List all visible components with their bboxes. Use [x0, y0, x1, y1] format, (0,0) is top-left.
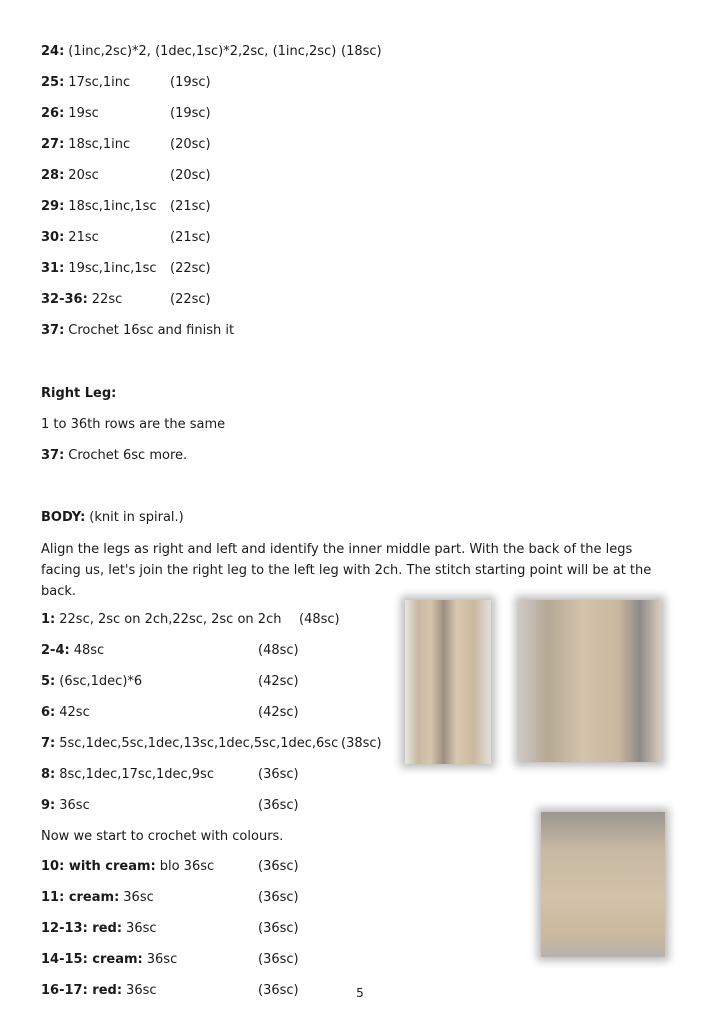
instruction: 1 to 36th rows are the same	[41, 417, 226, 432]
row-stitches: 17sc,1inc	[68, 75, 131, 90]
row-number: 30:	[41, 230, 65, 245]
row-stitches: blo 36sc	[159, 859, 215, 874]
row-number: 7:	[41, 736, 56, 751]
stitch-count: (48sc)	[258, 643, 299, 658]
row-stitches: 19sc,1inc,1sc	[68, 261, 157, 276]
row-number: 5:	[41, 674, 56, 689]
row-stitches: 36sc	[146, 952, 178, 967]
row-number: 25:	[41, 75, 65, 90]
stitch-count: (36sc)	[258, 798, 299, 813]
section-title: BODY:	[41, 510, 86, 525]
row-instruction	[41, 919, 258, 950]
row-number: 29:	[41, 199, 65, 214]
row-stitches: 36sc	[126, 921, 157, 936]
row-number: 12-13: red:	[41, 921, 123, 936]
stitch-count: (48sc)	[299, 612, 340, 627]
stitch-count: (22sc)	[170, 292, 211, 307]
stitch-count: (42sc)	[258, 705, 299, 720]
left-leg-rows	[41, 42, 382, 352]
row-instruction	[41, 672, 258, 703]
stitch-count: (36sc)	[258, 859, 299, 874]
stitch-count: (19sc)	[170, 106, 211, 121]
row-number: 37:	[41, 448, 65, 463]
row-stitches: 21sc	[68, 230, 99, 245]
stitch-count: (20sc)	[170, 137, 211, 152]
right-leg-section	[41, 384, 225, 477]
row-instruction	[41, 641, 258, 672]
pattern-row	[41, 135, 382, 166]
row-number: 10: with cream:	[41, 859, 156, 874]
page-number: 5	[356, 986, 364, 1000]
stitch-count: (36sc)	[258, 921, 299, 936]
row-stitches: 19sc	[68, 106, 99, 121]
photo-legs-with-hooks	[405, 600, 491, 764]
stitch-count: (19sc)	[170, 75, 211, 90]
row-number: 8:	[41, 767, 56, 782]
row-stitches: 5sc,1dec,5sc,1dec,13sc,1dec,5sc,1dec,6sc	[59, 736, 339, 751]
photo-joining-legs	[519, 600, 661, 762]
row-number: 16-17: red:	[41, 983, 123, 998]
row-instruction	[41, 166, 170, 197]
intro-paragraph: Align the legs as right and left and identify the inner middle part. With the back of the legs facing us, let's join the right leg to the left leg with 2ch. The stitch starting point will be at the back.	[41, 542, 652, 599]
pattern-row	[41, 259, 382, 290]
row-stitches: 20sc	[68, 168, 99, 183]
row-stitches: 22sc	[91, 292, 123, 307]
stitch-count: (20sc)	[170, 168, 211, 183]
pattern-row	[41, 290, 382, 321]
row-number: 24:	[41, 44, 65, 59]
row-stitches: 36sc	[123, 890, 154, 905]
row-number: 31:	[41, 261, 65, 276]
row-stitches: (6sc,1dec)*6	[59, 674, 143, 689]
section-subtitle: (knit in spiral.)	[89, 510, 184, 525]
row-number: 9:	[41, 798, 56, 813]
row-instruction	[41, 765, 258, 796]
pattern-row	[41, 42, 382, 73]
row-instruction	[41, 857, 258, 888]
stitch-count: (21sc)	[170, 230, 211, 245]
row-number: 32-36:	[41, 292, 88, 307]
stitch-count: (22sc)	[170, 261, 211, 276]
row-number: 14-15: cream:	[41, 952, 143, 967]
row-instruction	[41, 888, 258, 919]
pattern-row	[41, 321, 382, 352]
row-stitches: 18sc,1inc,1sc	[68, 199, 157, 214]
row-stitches: 42sc	[59, 705, 90, 720]
section-title: Right Leg:	[41, 386, 117, 401]
row-instruction	[41, 950, 258, 981]
stitch-count: (21sc)	[170, 199, 211, 214]
row-number: 6:	[41, 705, 56, 720]
row-stitches: 36sc	[59, 798, 90, 813]
stitch-count: (36sc)	[258, 890, 299, 905]
row-number: 1:	[41, 612, 56, 627]
row-instruction	[41, 259, 170, 290]
row-number: 28:	[41, 168, 65, 183]
stitch-count: (18sc)	[341, 44, 382, 59]
row-number: 27:	[41, 137, 65, 152]
row-instruction	[41, 104, 170, 135]
stitch-count: (36sc)	[258, 983, 299, 998]
row-stitches: Crochet 16sc and finish it	[68, 323, 235, 338]
row-instruction	[41, 734, 341, 765]
pattern-row	[41, 228, 382, 259]
row-instruction	[41, 228, 170, 259]
pattern-row	[41, 765, 671, 796]
stitch-count: (36sc)	[258, 767, 299, 782]
pattern-row	[41, 104, 382, 135]
row-instruction	[41, 796, 258, 827]
row-number: 26:	[41, 106, 65, 121]
pattern-row	[41, 197, 382, 228]
pattern-row	[41, 166, 382, 197]
row-instruction	[41, 73, 170, 104]
row-stitches: 36sc	[126, 983, 157, 998]
stitch-count: (38sc)	[341, 736, 382, 751]
row-number: 37:	[41, 323, 65, 338]
row-stitches: 22sc, 2sc on 2ch,22sc, 2sc on 2ch	[59, 612, 282, 627]
photo-joined-body	[541, 812, 665, 957]
pattern-row	[41, 73, 382, 104]
colour-note: Now we start to crochet with colours.	[41, 829, 284, 844]
row-stitches: (1inc,2sc)*2, (1dec,1sc)*2,2sc, (1inc,2sc)	[68, 44, 337, 59]
row-stitches: 8sc,1dec,17sc,1dec,9sc	[59, 767, 214, 782]
row-stitches: 18sc,1inc	[68, 137, 131, 152]
row-instruction	[41, 610, 299, 641]
row-instruction	[41, 197, 170, 228]
row-stitches: 48sc	[73, 643, 105, 658]
row-instruction	[41, 135, 170, 166]
row-instruction	[41, 703, 258, 734]
row-instruction	[41, 290, 170, 321]
stitch-count: (42sc)	[258, 674, 299, 689]
row-number: 2-4:	[41, 643, 70, 658]
instruction: Crochet 6sc more.	[68, 448, 188, 463]
row-instruction	[41, 321, 235, 352]
row-instruction	[41, 42, 341, 73]
stitch-count: (36sc)	[258, 952, 299, 967]
row-number: 11: cream:	[41, 890, 120, 905]
